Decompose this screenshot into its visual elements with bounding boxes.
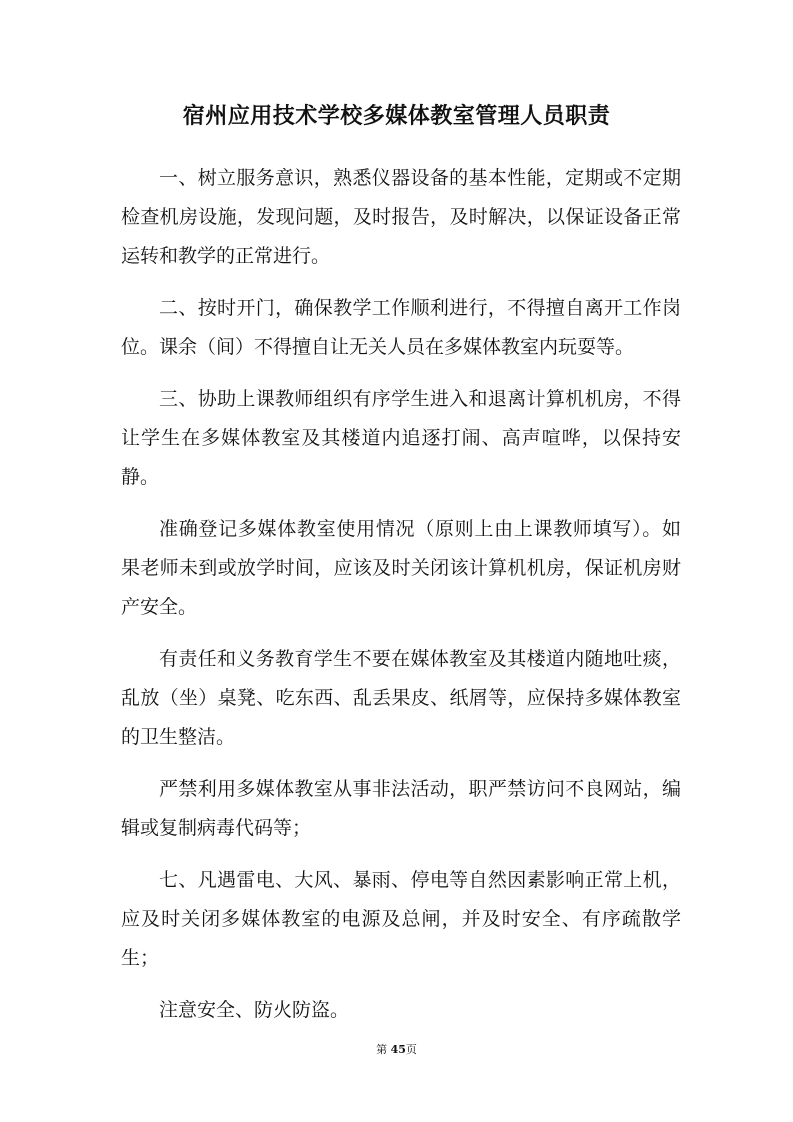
document-title: 宿州应用技术学校多媒体教室管理人员职责	[182, 104, 611, 129]
paragraph-1: 一、树立服务意识，熟悉仪器设备的基本性能，定期或不定期检查机房设施，发现问题，及时报告，及时解决，以保证设备正常运转和教学的正常进行。	[121, 167, 681, 267]
paragraph-3: 三、协助上课教师组织有序学生进入和退离计算机机房，不得让学生在多媒体教室及其楼道内追逐打闹、高声喧哗，以保持安静。	[121, 388, 681, 488]
paragraph-4: 准确登记多媒体教室使用情况（原则上由上课教师填写）。如果老师未到或放学时间，应该及时关闭该计算机机房，保证机房财产安全。	[121, 518, 681, 618]
document-body	[121, 159, 681, 1043]
page-label-suffix: 页	[405, 1043, 417, 1056]
page-label-prefix: 第	[376, 1043, 391, 1056]
paragraph-2: 二、按时开门，确保教学工作顺利进行，不得擅自离开工作岗位。课余（间）不得擅自让无关人员在多媒体教室内玩耍等。	[121, 297, 681, 358]
paragraph-7: 七、凡遇雷电、大风、暴雨、停电等自然因素影响正常上机，应及时关闭多媒体教室的电源及总闸，并及时安全、有序疏散学生；	[121, 869, 681, 969]
paragraph-5: 有责任和义务教育学生不要在媒体教室及其楼道内随地吐痰，乱放（坐）桌凳、吃东西、乱丢果皮、纸屑等，应保持多媒体教室的卫生整洁。	[121, 648, 681, 748]
paragraph-8: 注意安全、防火防盗。	[159, 999, 350, 1021]
page-footer	[0, 1042, 793, 1058]
paragraph-6: 严禁利用多媒体教室从事非法活动，职严禁访问不良网站，编辑或复制病毒代码等；	[121, 778, 681, 839]
page-number: 45	[390, 1043, 406, 1056]
